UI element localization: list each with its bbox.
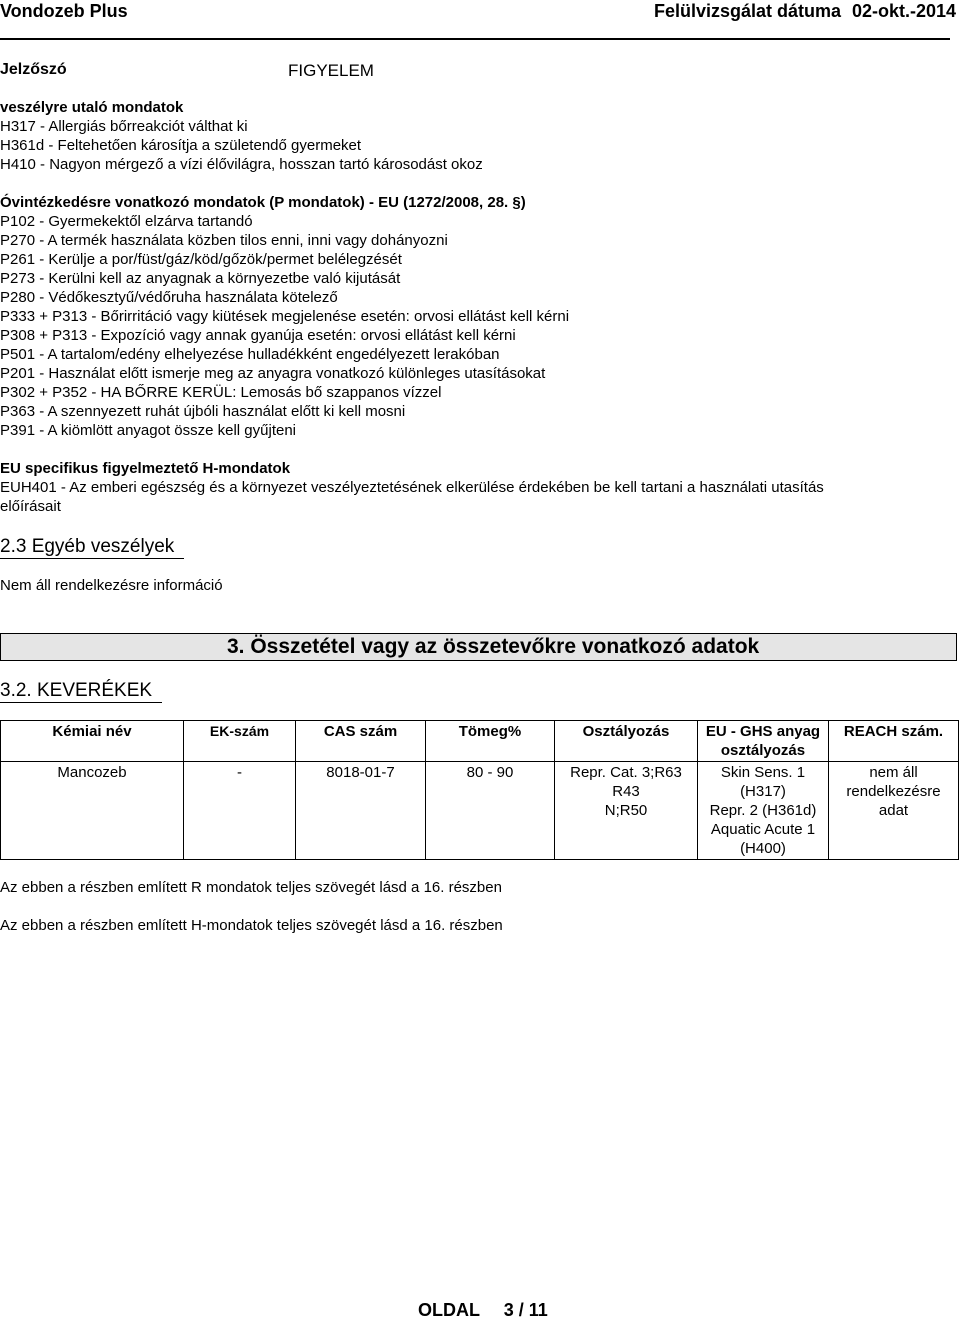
section-3-2-title: 3.2. KEVERÉKEK xyxy=(0,680,162,703)
reach-line: adat xyxy=(878,802,909,819)
signal-word-label: Jelzőszó xyxy=(0,61,67,78)
revision-date-value: 02-okt.-2014 xyxy=(852,1,957,21)
page-number: 3 / 11 xyxy=(503,1300,548,1320)
precautionary-statement: P270 - A termék használata közben tilos enni, inni vagy dohányozni xyxy=(0,232,448,249)
cell-eu-ghs xyxy=(698,762,829,860)
page-footer xyxy=(418,1300,548,1321)
hazard-statements-heading: veszélyre utaló mondatok xyxy=(0,99,184,116)
reach-line: rendelkezésre xyxy=(846,783,941,800)
hazard-statement: H361d - Feltehetően károsítja a születendő gyermeket xyxy=(0,137,362,154)
precautionary-statement: P201 - Használat előtt ismerje meg az anyagra vonatkozó különleges utasításokat xyxy=(0,365,546,382)
precautionary-statement: P333 + P313 - Bőrirritáció vagy kiütések megjelenése esetén: orvosi ellátást kell kérni xyxy=(0,308,570,325)
cell-classification xyxy=(555,762,698,860)
cell-chemical-name: Mancozeb xyxy=(1,762,184,860)
section-2-3-title: 2.3 Egyéb veszélyek xyxy=(0,536,184,559)
col-header-classification: Osztályozás xyxy=(555,721,698,762)
section-2-3-text: Nem áll rendelkezésre információ xyxy=(0,577,223,594)
classification-line: Repr. Cat. 3;R63 xyxy=(570,764,682,781)
table-header-row xyxy=(1,721,959,762)
cell-cas-number: 8018-01-7 xyxy=(296,762,426,860)
signal-word-value: FIGYELEM xyxy=(288,61,374,80)
col-header-eu-ghs: EU - GHS anyag osztályozás xyxy=(698,721,829,762)
classification-line: N;R50 xyxy=(604,802,648,819)
ghs-line: (H317) xyxy=(740,783,786,800)
header-rule xyxy=(0,38,950,40)
reach-line: nem áll xyxy=(869,764,918,781)
precautionary-statement: P501 - A tartalom/edény elhelyezése hulladékként engedélyezett lerakóban xyxy=(0,346,500,363)
hazard-statement: H410 - Nagyon mérgező a vízi élővilágra, hosszan tartó károsodást okoz xyxy=(0,156,483,173)
table-row xyxy=(1,762,959,860)
composition-table xyxy=(0,720,959,860)
col-header-chemical-name: Kémiai név xyxy=(1,721,184,762)
col-header-ek-number: EK-szám xyxy=(184,721,296,762)
eu-specific-statement: EUH401 - Az emberi egészség és a környezet veszélyeztetésének elkerülése érdekében be kell tartani a használati utasítás xyxy=(0,479,824,496)
precautionary-statement: P261 - Kerülje a por/füst/gáz/köd/gőzök/permet belélegzését xyxy=(0,251,402,268)
document-product-name: Vondozeb Plus xyxy=(0,1,128,21)
precautionary-statement: P302 + P352 - HA BŐRRE KERÜL: Lemosás bő szappanos vízzel xyxy=(0,384,442,401)
precautionary-statement: P363 - A szennyezett ruhát újbóli használat előtt ki kell mosni xyxy=(0,403,406,420)
classification-line: R43 xyxy=(612,783,640,800)
cell-weight-percent: 80 - 90 xyxy=(426,762,555,860)
page-label: OLDAL xyxy=(418,1300,480,1320)
ghs-line: (H400) xyxy=(740,840,786,857)
precautionary-statement: P280 - Védőkesztyű/védőruha használata kötelező xyxy=(0,289,338,306)
cell-reach xyxy=(829,762,959,860)
precautionary-statement: P102 - Gyermekektől elzárva tartandó xyxy=(0,213,253,230)
h-phrases-note: Az ebben a részben említett H-mondatok teljes szövegét lásd a 16. részben xyxy=(0,917,503,934)
eu-specific-heading: EU specifikus figyelmeztető H-mondatok xyxy=(0,460,291,477)
section-3-title: 3. Összetétel vagy az összetevőkre vonatkozó adatok xyxy=(227,635,760,658)
ghs-line: Aquatic Acute 1 xyxy=(710,821,816,838)
cell-ek-number: - xyxy=(184,762,296,860)
ghs-line: Skin Sens. 1 xyxy=(720,764,806,781)
precautionary-statement: P273 - Kerülni kell az anyagnak a környezetbe való kijutását xyxy=(0,270,401,287)
revision-date-label: Felülvizsgálat dátuma xyxy=(654,1,842,21)
col-header-reach: REACH szám. xyxy=(829,721,959,762)
col-header-cas-number: CAS szám xyxy=(296,721,426,762)
eu-specific-statement-cont: előírásait xyxy=(0,498,61,515)
r-phrases-note: Az ebben a részben említett R mondatok teljes szövegét lásd a 16. részben xyxy=(0,879,502,896)
precautionary-statement: P391 - A kiömlött anyagot össze kell gyűjteni xyxy=(0,422,297,439)
ghs-line: Repr. 2 (H361d) xyxy=(709,802,817,819)
precautionary-statement: P308 + P313 - Expozíció vagy annak gyanúja esetén: orvosi ellátást kell kérni xyxy=(0,327,516,344)
col-header-weight-percent: Tömeg% xyxy=(426,721,555,762)
hazard-statement: H317 - Allergiás bőrreakciót válthat ki xyxy=(0,118,248,135)
precautionary-heading: Óvintézkedésre vonatkozó mondatok (P mondatok) - EU (1272/2008, 28. §) xyxy=(0,194,526,211)
